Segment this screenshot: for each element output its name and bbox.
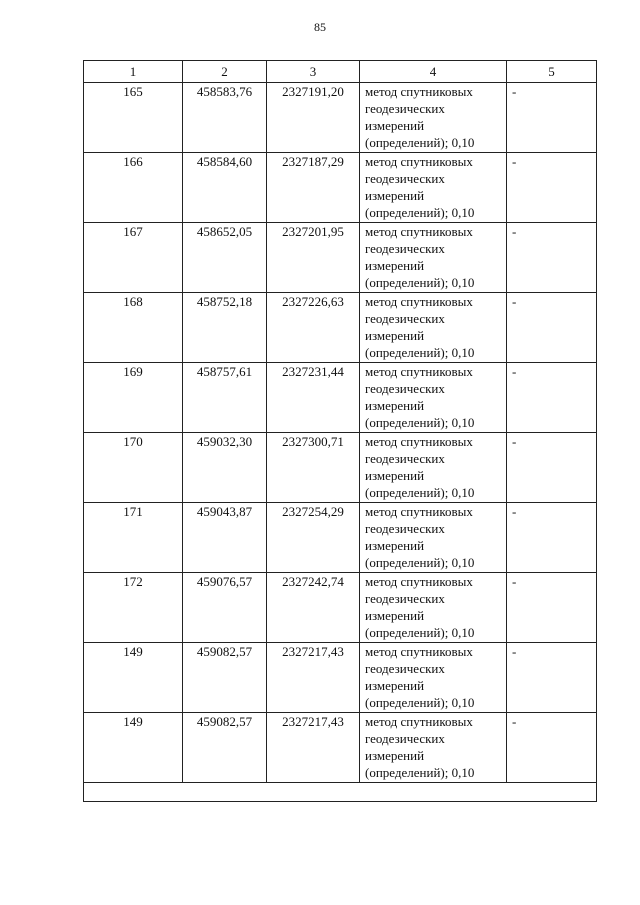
point-number-cell: 167 (84, 223, 183, 293)
method-cell: метод спутниковых геодезических измерений (определений); 0,10 (360, 713, 507, 783)
column-header-4: 4 (360, 61, 507, 83)
extra-cell: - (507, 83, 597, 153)
x-coordinate-cell: 458584,60 (183, 153, 267, 223)
point-number-cell: 149 (84, 643, 183, 713)
method-cell: метод спутниковых геодезических измерений (определений); 0,10 (360, 83, 507, 153)
x-coordinate-cell: 459032,30 (183, 433, 267, 503)
y-coordinate-cell: 2327217,43 (267, 713, 360, 783)
table-header-row (84, 61, 597, 83)
method-cell: метод спутниковых геодезических измерений (определений); 0,10 (360, 573, 507, 643)
point-number-cell: 149 (84, 713, 183, 783)
point-number-cell: 168 (84, 293, 183, 363)
point-number-cell: 165 (84, 83, 183, 153)
extra-cell: - (507, 713, 597, 783)
page-number: 85 (314, 20, 326, 34)
extra-cell: - (507, 223, 597, 293)
y-coordinate-cell: 2327226,63 (267, 293, 360, 363)
y-coordinate-cell: 2327254,29 (267, 503, 360, 573)
y-coordinate-cell: 2327300,71 (267, 433, 360, 503)
extra-cell: - (507, 433, 597, 503)
x-coordinate-cell: 458752,18 (183, 293, 267, 363)
table-row (84, 643, 597, 713)
extra-cell: - (507, 503, 597, 573)
empty-footer-cell (84, 783, 597, 802)
extra-cell: - (507, 293, 597, 363)
x-coordinate-cell: 458652,05 (183, 223, 267, 293)
table-row (84, 363, 597, 433)
column-header-2: 2 (183, 61, 267, 83)
table-row (84, 83, 597, 153)
table-row (84, 713, 597, 783)
coordinates-table (83, 60, 597, 802)
x-coordinate-cell: 459082,57 (183, 713, 267, 783)
method-cell: метод спутниковых геодезических измерений (определений); 0,10 (360, 293, 507, 363)
method-cell: метод спутниковых геодезических измерений (определений); 0,10 (360, 643, 507, 713)
x-coordinate-cell: 459076,57 (183, 573, 267, 643)
y-coordinate-cell: 2327191,20 (267, 83, 360, 153)
method-cell: метод спутниковых геодезических измерений (определений); 0,10 (360, 433, 507, 503)
method-cell: метод спутниковых геодезических измерений (определений); 0,10 (360, 363, 507, 433)
table-row (84, 153, 597, 223)
table-row (84, 573, 597, 643)
table-row (84, 433, 597, 503)
method-cell: метод спутниковых геодезических измерений (определений); 0,10 (360, 223, 507, 293)
extra-cell: - (507, 363, 597, 433)
method-cell: метод спутниковых геодезических измерений (определений); 0,10 (360, 503, 507, 573)
extra-cell: - (507, 153, 597, 223)
x-coordinate-cell: 459043,87 (183, 503, 267, 573)
point-number-cell: 172 (84, 573, 183, 643)
y-coordinate-cell: 2327231,44 (267, 363, 360, 433)
table-row (84, 503, 597, 573)
point-number-cell: 170 (84, 433, 183, 503)
y-coordinate-cell: 2327217,43 (267, 643, 360, 713)
table-row (84, 293, 597, 363)
column-header-5: 5 (507, 61, 597, 83)
column-header-1: 1 (84, 61, 183, 83)
table-row (84, 223, 597, 293)
y-coordinate-cell: 2327201,95 (267, 223, 360, 293)
y-coordinate-cell: 2327187,29 (267, 153, 360, 223)
point-number-cell: 171 (84, 503, 183, 573)
column-header-3: 3 (267, 61, 360, 83)
empty-footer-row (84, 783, 597, 802)
x-coordinate-cell: 458757,61 (183, 363, 267, 433)
x-coordinate-cell: 459082,57 (183, 643, 267, 713)
extra-cell: - (507, 573, 597, 643)
y-coordinate-cell: 2327242,74 (267, 573, 360, 643)
point-number-cell: 166 (84, 153, 183, 223)
method-cell: метод спутниковых геодезических измерений (определений); 0,10 (360, 153, 507, 223)
x-coordinate-cell: 458583,76 (183, 83, 267, 153)
extra-cell: - (507, 643, 597, 713)
point-number-cell: 169 (84, 363, 183, 433)
